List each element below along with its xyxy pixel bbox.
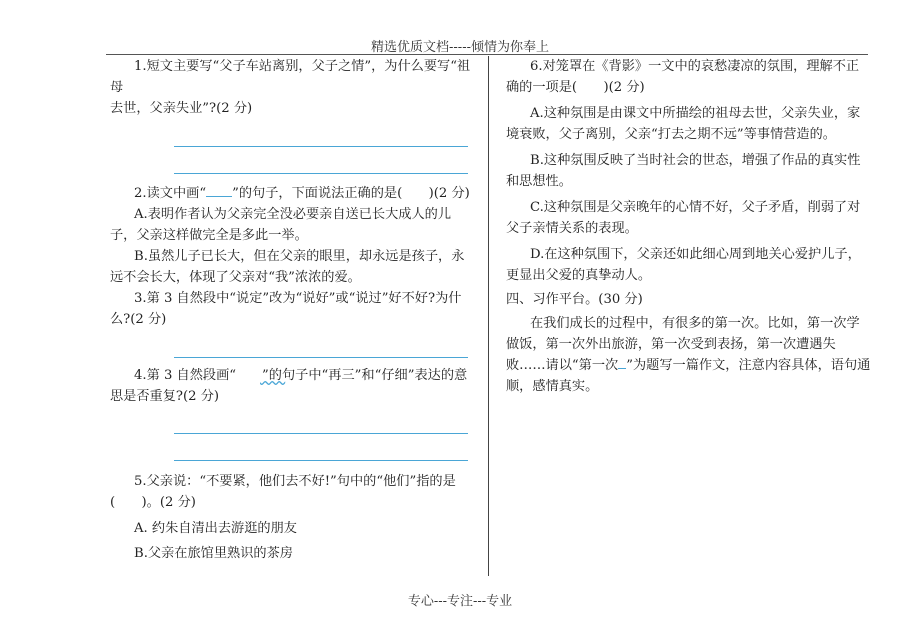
question-6-option-b: B.这种氛围反映了当时社会的世态，增强了作品的真实性和思想性。 [506,153,861,189]
essay-prompt-pre: 在我们成长的过程中，有很多的第一次。比如，第一次学做饭，第一次外出旅游，第一次受到表扬，第一次遭遇失败……请以“第一次 [506,316,860,373]
wavy-underline-marker [236,365,262,377]
document-header: 精选优质文档-----倾情为你奉上 [371,40,549,55]
answer-line-q1-b[interactable] [174,173,468,174]
question-1-cont [110,98,472,119]
question-6-option-c: C.这种氛围是父亲晚年的心情不好，父子矛盾，削弱了对父子亲情关系的表现。 [506,200,861,236]
left-column [110,56,472,564]
answer-line-q4-a[interactable] [174,433,468,434]
answer-line-q4-b[interactable] [174,460,468,461]
document-footer: 专心---专注---专业 [407,594,513,609]
question-2-post: ”的句子，下面说法正确的是( )(2 分) [232,186,470,201]
question-2-option-a: A.表明作者认为父亲完全没必要亲自送已长大成人的儿子，父亲这样做完全是多此一举。 [110,207,452,243]
essay-prompt-post: ”为题写一篇作文，注意内容具体，语句通顺，感情真实。 [506,358,871,394]
column-divider [488,56,489,576]
question-5: 5.父亲说：“不要紧，他们去不好!”句中的“他们”指的是( )。(2 分) [110,474,456,510]
question-6-option-d: D.在这种氛围下，父亲还如此细心周到地关心爱护儿子，更显出父爱的真挚动人。 [506,247,861,283]
question-1-line-2: 去世，父亲失业”?(2 分) [110,101,253,116]
question-5-option-b: B.父亲在旅馆里熟识的茶房 [134,546,293,561]
header-rule [106,54,868,55]
question-2-option-b: B.虽然儿子已长大，但在父亲的眼里，却永远是孩子，永远不会长大，体现了父亲对“我”浓浓的爱。 [110,249,465,285]
underline-marker [206,184,232,197]
question-1-line-1: 1.短文主要写“父子车站离别，父子之情”，为什么要写“祖母 [110,59,471,95]
question-4 [110,365,472,407]
question-2-pre: 2.读文中画“ [134,186,207,201]
question-5-option-a: A. 约朱自清出去游逛的朋友 [134,521,297,536]
question-4-post: ”的句子中“再三”和“仔细”表达的意思是否重复?(2 分) [110,368,468,404]
answer-line-q3[interactable] [174,357,468,358]
question-2 [110,183,472,204]
question-6-option-a: A.这种氛围是由课文中所描绘的祖母去世，父亲失业，家境衰败，父子离别，父亲“打去之期不远”等事情营造的。 [506,106,861,142]
section-4-title: 四、习作平台。(30 分) [506,292,643,307]
question-6: 6.对笼罩在《背影》一文中的哀愁凄凉的氛围，理解不正确的一项是( )(2 分) [506,59,860,95]
answer-line-q1-a[interactable] [174,146,468,147]
essay-prompt [506,313,872,397]
question-1 [110,56,472,98]
right-column [506,56,872,397]
question-4-pre: 4.第 3 自然段画“ [134,368,237,383]
question-3: 3.第 3 自然段中“说定”改为“说好”或“说过”好不好?为什么?(2 分) [110,291,462,327]
